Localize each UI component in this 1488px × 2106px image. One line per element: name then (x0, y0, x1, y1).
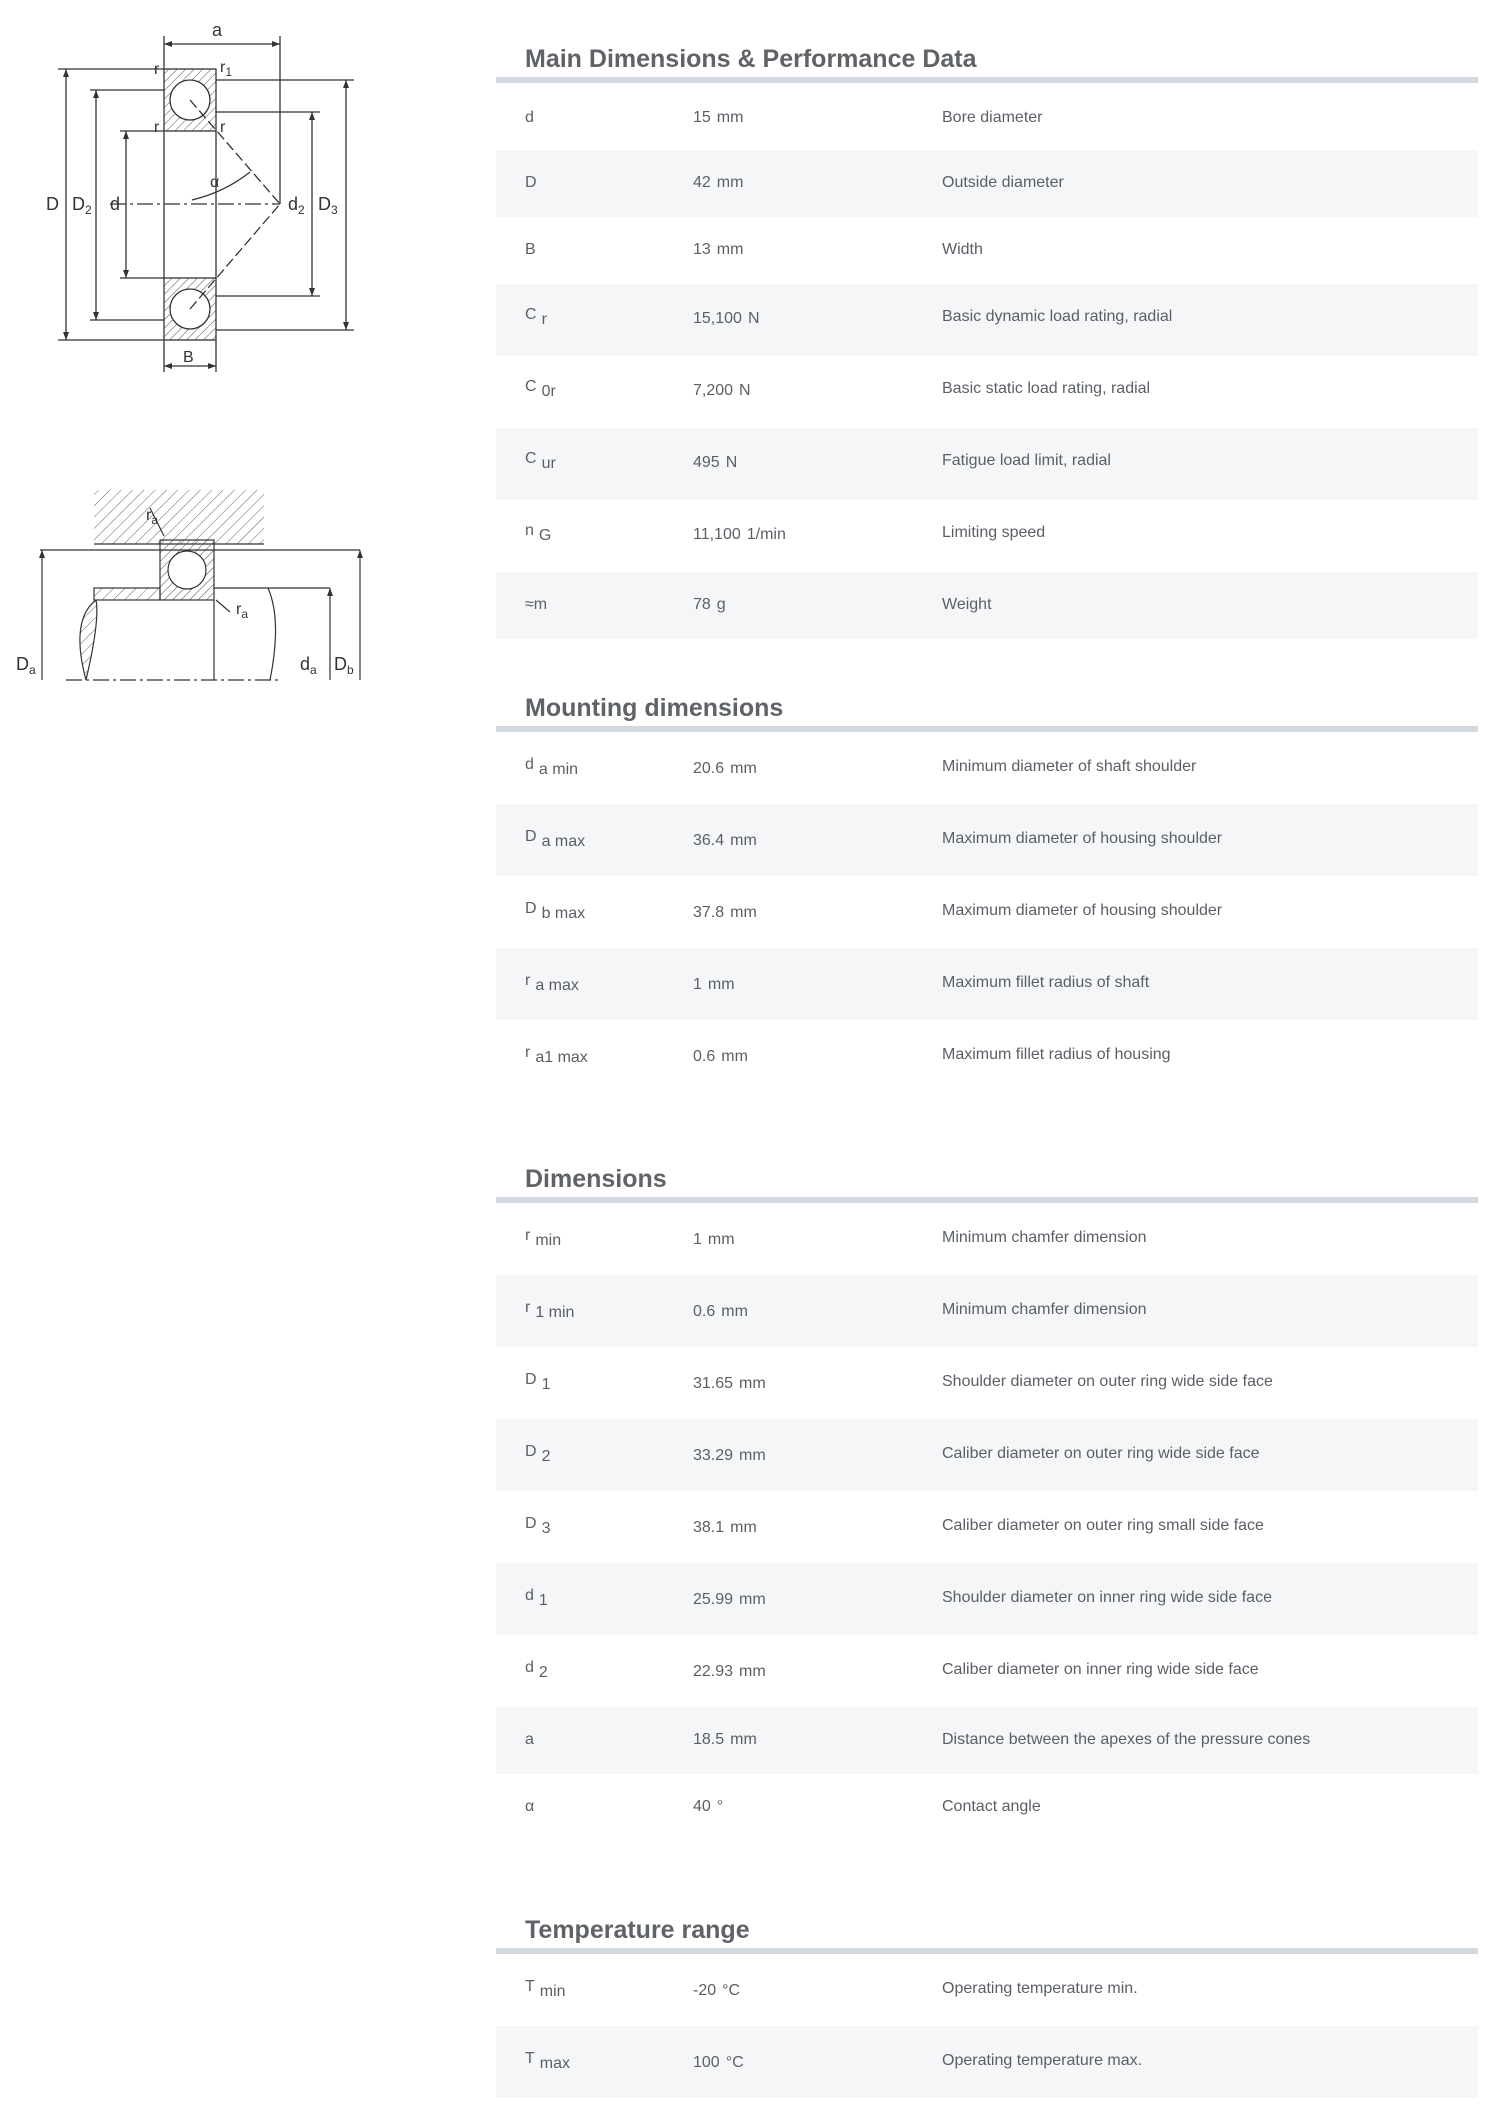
svg-text:d2: $d_2$ (288, 194, 305, 217)
bearing-section-drawing (0, 0, 400, 380)
table-row: D $_1$ 31.65 mm Shoulder diameter on outer ring wide side face (525, 1371, 1273, 1393)
table-row: D $_2$ 33.29 mm Caliber diameter on outer ring wide side face (496, 1419, 1478, 1491)
table-row: D $_{a max}$ 36.4 mm Maximum diameter of housing shoulder (496, 804, 1478, 876)
table-row: d $_2$ 22.93 mm Caliber diameter on inner ring wide side face (525, 1659, 1259, 1681)
svg-text:r1: $r_1$ (220, 59, 233, 79)
section-main-dimensions (496, 41, 1478, 639)
table-row: r $_{min}$ 1 mm Minimum chamfer dimension (525, 1227, 1147, 1249)
drawings-area (0, 0, 480, 700)
svg-text:ra: $r_a$ (146, 507, 159, 527)
table-row: ≈m 78 g Weight (496, 572, 1478, 639)
section-title: Main Dimensions & Performance Data (525, 45, 977, 73)
label-alpha: α (210, 174, 220, 191)
svg-text:D2: $D_2$ (72, 194, 92, 217)
table-row: D $_3$ 38.1 mm Caliber diameter on outer ring small side face (525, 1515, 1264, 1537)
table-row: r $_{a max}$ 1 mm Maximum fillet radius of shaft (496, 948, 1478, 1020)
table-row: B 13 mm Width (525, 241, 983, 258)
table-row: n $_G$ 11,100 1/min Limiting speed (525, 522, 1046, 544)
svg-text:da: $d_a$ (300, 654, 317, 677)
table-row: D $_{b max}$ 37.8 mm Maximum diameter of housing shoulder (525, 900, 1223, 922)
table-row: C $_r$ 15,100 N Basic dynamic load rating, radial (496, 284, 1478, 356)
table-row: C $_{ur}$ 495 N Fatigue load limit, radial (496, 428, 1478, 500)
section-mounting-dimensions (496, 690, 1478, 1092)
table-row: T $_{min}$ -20 °C Operating temperature min. (525, 1978, 1138, 2000)
svg-text:D3: $D_3$ (318, 194, 338, 217)
svg-text:Db: $D_b$ (334, 654, 354, 677)
svg-text:r: r (220, 119, 226, 136)
section-temperature-range (496, 1912, 1478, 2098)
table-row: r $_{a1 max}$ 0.6 mm Maximum fillet radius of housing (525, 1044, 1171, 1066)
table-row: C $_{0r}$ 7,200 N Basic static load rating, radial (525, 378, 1151, 400)
table-row: d $_1$ 25.99 mm Shoulder diameter on inner ring wide side face (496, 1563, 1478, 1635)
table-row: α 40 ° Contact angle (525, 1798, 1041, 1815)
section-dimensions (496, 1161, 1478, 1841)
mounting-drawing (0, 480, 400, 700)
svg-text:Da: $D_a$ (16, 654, 36, 677)
table-row: d 15 mm Bore diameter (525, 109, 1043, 126)
section-title: Mounting dimensions (525, 694, 784, 722)
table-row: d $_{a min}$ 20.6 mm Minimum diameter of shaft shoulder (525, 756, 1197, 778)
svg-text:D: D (46, 194, 59, 214)
table-row: a 18.5 mm Distance between the apexes of the pressure cones (496, 1707, 1478, 1774)
svg-text:r: r (154, 61, 160, 78)
svg-text:B: B (183, 349, 194, 366)
svg-text:r: r (154, 119, 160, 136)
table-row: D 42 mm Outside diameter (496, 150, 1478, 217)
label-a: a (212, 20, 223, 40)
section-title: Temperature range (525, 1916, 750, 1944)
svg-text:d: d (110, 194, 121, 214)
section-title: Dimensions (525, 1165, 667, 1193)
svg-text:ra: $r_a$ (236, 601, 249, 621)
table-row: T $_{max}$ 100 °C Operating temperature max. (496, 2026, 1478, 2098)
table-row: r $_{1 min}$ 0.6 mm Minimum chamfer dimension (496, 1275, 1478, 1347)
